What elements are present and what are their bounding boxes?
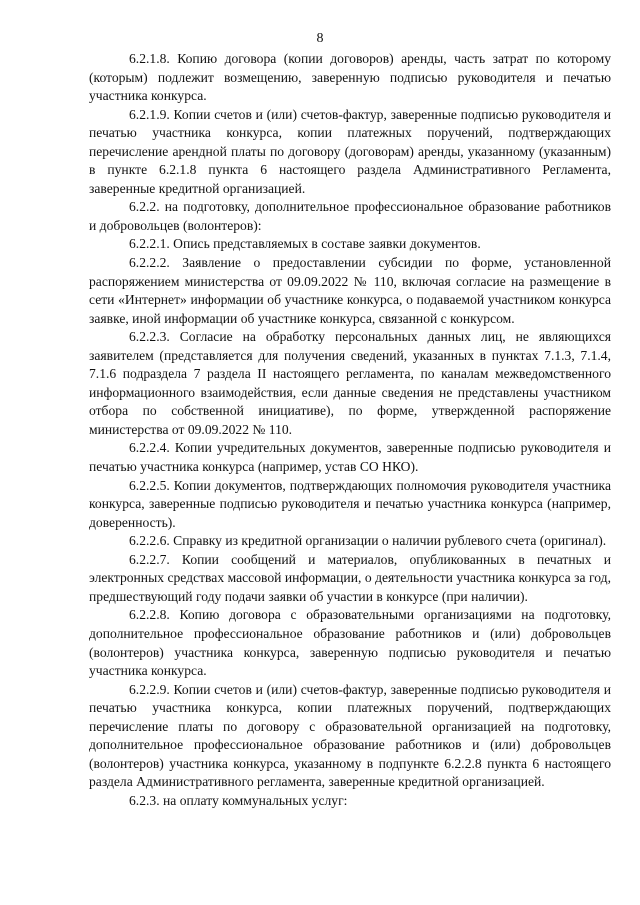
paragraph-6-2-2-7: 6.2.2.7. Копии сообщений и материалов, опубликованных в печатных и электронных средствах массовой информации, о деятельности участника конкурса за год, предшествующий году подачи заявки об участии в конкурсе (при наличии). xyxy=(89,551,611,604)
paragraph-6-2-1-8: 6.2.1.8. Копию договора (копии договоров) аренды, часть затрат по которому (которым) подлежит возмещению, заверенную подписью руководителя и печатью участника конкурса. xyxy=(89,51,611,104)
paragraph-6-2-2-9: 6.2.2.9. Копии счетов и (или) счетов-фактур, заверенные подписью руководителя и печатью участника конкурса, копии платежных поручений, подтверждающих перечисление платы по договору с образовательной организацией на подготовку, дополнительное профессиональное образование работников и (или) добровольцев (волонтеров) участника конкурса, указанному в подпункте 6.2.2.8 пункта 6 настоящего раздела Административного регламента, заверенные кредитной организацией. xyxy=(89,681,611,790)
paragraph-6-2-2-6: 6.2.2.6. Справку из кредитной организации о наличии рублевого счета (оригинал). xyxy=(129,533,607,549)
document-body xyxy=(89,50,611,810)
paragraph-6-2-1-9: 6.2.1.9. Копии счетов и (или) счетов-фактур, заверенные подписью руководителя и печатью участника конкурса, копии платежных поручений, подтверждающих перечисление арендной платы по договору (договорам) аренды, указанному (указанным) в пункте 6.2.1.8 пункта 6 настоящего раздела Административного Регламента, заверенные кредитной организацией. xyxy=(89,106,611,196)
paragraph-6-2-3: 6.2.3. на оплату коммунальных услуг: xyxy=(129,792,348,808)
paragraph-6-2-2-5: 6.2.2.5. Копии документов, подтверждающих полномочия руководителя участника конкурса, заверенные подписью руководителя и печатью участника конкурса (например, доверенность). xyxy=(89,477,611,530)
paragraph-6-2-2: 6.2.2. на подготовку, дополнительное профессиональное образование работников и добровольцев (волонтеров): xyxy=(89,199,611,233)
page-number: 8 xyxy=(316,31,324,46)
paragraph-6-2-2-2: 6.2.2.2. Заявление о предоставлении субсидии по форме, установленной распоряжением министерства от 09.09.2022 № 110, включая согласие на размещение в сети «Интернет» информации об участнике конкурса, о подаваемой участником конкурса заявке, иной информации об участнике конкурса, связанной с конкурсом. xyxy=(89,255,611,326)
paragraph-6-2-2-3: 6.2.2.3. Согласие на обработку персональных данных лиц, не являющихся заявителем (представляется для получения сведений, указанных в пунктах 7.1.3, 7.1.4, 7.1.6 подраздела 7 раздела II настоящего регламента, по каналам межведомственного информационного взаимодействия, если данные сведения не представлены участником отбора по собственной инициативе), по форме, утвержденной распоряжение министерства от 09.09.2022 № 110. xyxy=(89,329,611,437)
paragraph-6-2-2-1: 6.2.2.1. Опись представляемых в составе заявки документов. xyxy=(129,236,481,252)
paragraph-6-2-2-4: 6.2.2.4. Копии учредительных документов, заверенные подписью руководителя и печатью участника конкурса (например, устав СО НКО). xyxy=(89,440,611,475)
paragraph-6-2-2-8: 6.2.2.8. Копию договора с образовательными организациями на подготовку, дополнительное профессиональное образование работников и (или) добровольцев (волонтеров) участника конкурса, заверенную подписью руководителя и печатью участника конкурса. xyxy=(89,607,611,679)
